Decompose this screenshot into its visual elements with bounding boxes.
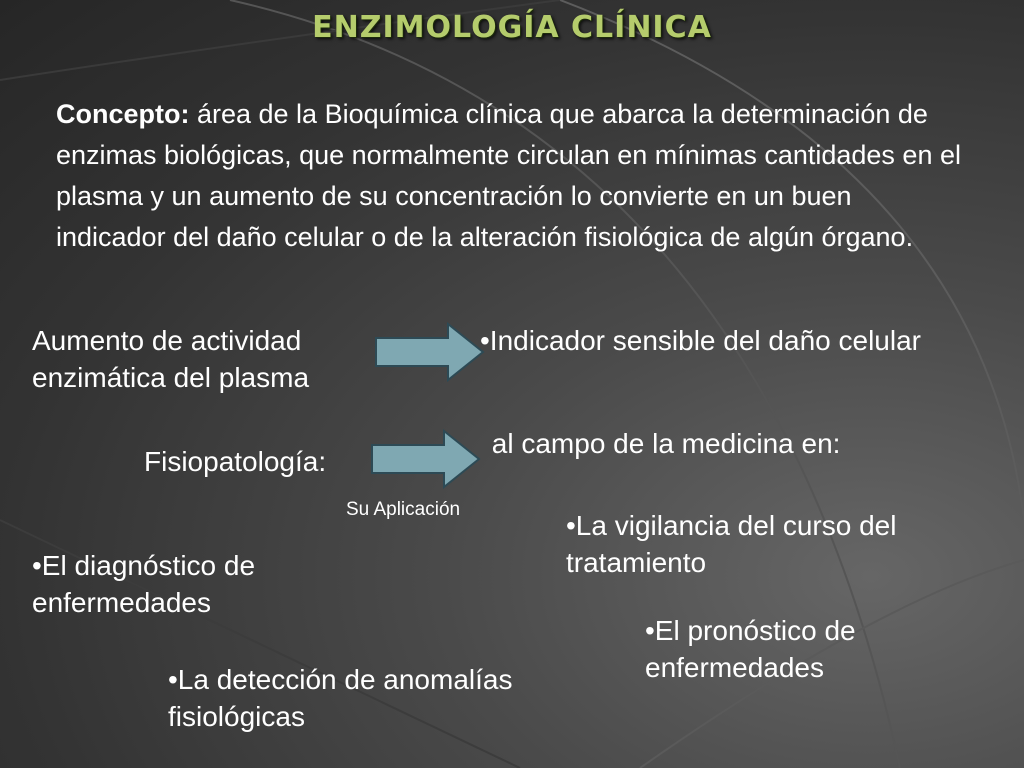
application-item-anomalies: •La detección de anomalías fisiológicas [168, 664, 513, 732]
concept-label: Concepto: [56, 99, 190, 129]
application-item-diagnosis: •El diagnóstico de enfermedades [32, 550, 256, 618]
right-arrow-icon [374, 322, 486, 382]
concept-text: área de la Bioquímica clínica que abarca la determinación de enzimas biológicas, que normalmente circulan en mínimas cantidades en el plasma y un aumento de su concentración lo convierte en un buen indicador del daño celular o de la alteración fisiológica de algún órgano. [56, 99, 961, 252]
medicine-field-text: al campo de la medicina en: [484, 428, 841, 459]
right-arrow-icon [370, 429, 482, 489]
sensitive-indicator-text: •Indicador sensible del daño celular [480, 325, 921, 356]
concept-paragraph [56, 94, 968, 258]
enzyme-activity-increase-text: Aumento de actividad enzimática del plasma [32, 325, 310, 393]
pathophysiology-label: Fisiopatología: [144, 446, 327, 477]
application-caption: Su Aplicación [346, 499, 461, 520]
application-item-prognosis: •El pronóstico de enfermedades [645, 615, 856, 683]
slide-title: ENZIMOLOGÍA CLÍNICA [312, 10, 712, 45]
application-item-treatment: •La vigilancia del curso del tratamiento [566, 510, 897, 578]
